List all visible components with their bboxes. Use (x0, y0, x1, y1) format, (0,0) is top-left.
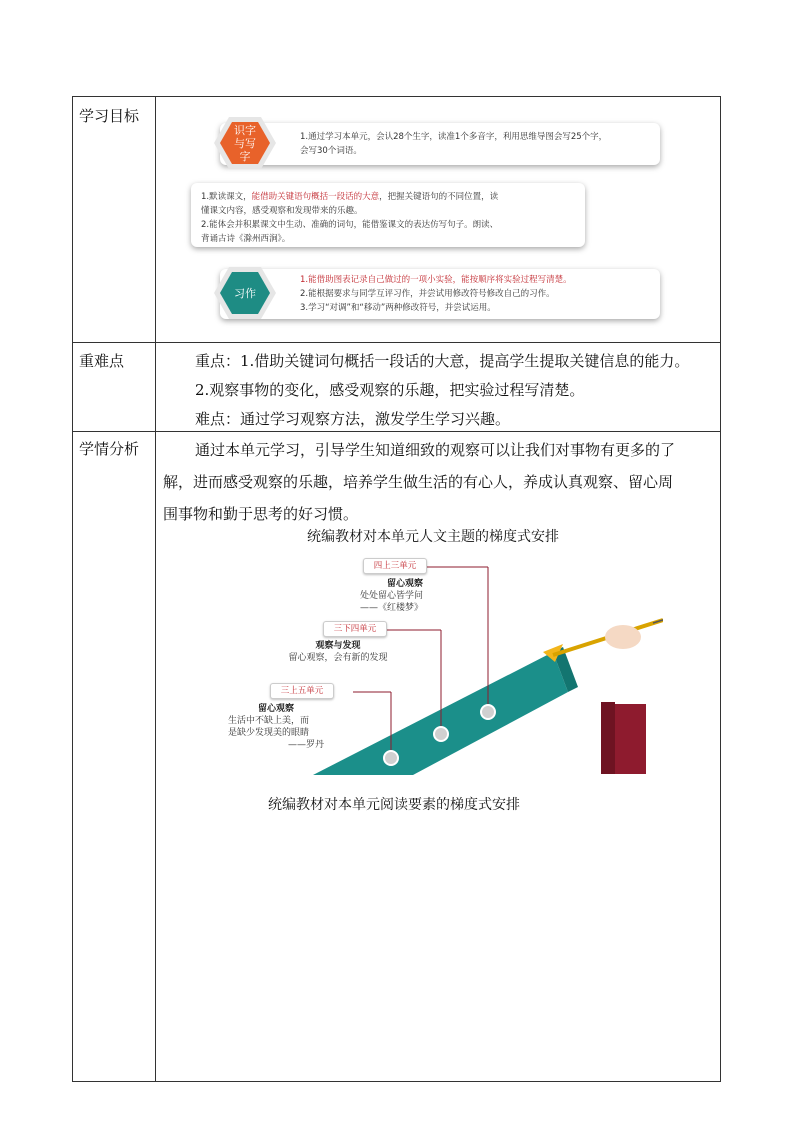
stair-tag-3: 三上五单元 (270, 683, 334, 699)
stair-1-title: 留心观察 (386, 579, 423, 589)
key-point-line3: 难点：通过学习观察方法，激发学生学习兴趣。 (195, 410, 511, 428)
stair-1-text1: 处处留心皆学问 (359, 591, 423, 601)
reading-line1-pre: 1.默读课文， (201, 192, 252, 202)
reading-line3: 2.能体会并积累课文中生动、准确的词句，能借鉴课文的表达仿写句子。朗读、 (201, 220, 499, 230)
stair-3-text3: ——罗丹 (288, 740, 325, 750)
writing-badge (213, 265, 277, 321)
stair-label-3 (228, 703, 338, 751)
row-divider (73, 342, 720, 343)
lesson-table (72, 96, 721, 1082)
stair-label-2 (263, 640, 413, 664)
key-point-line2: 2.观察事物的变化，感受观察的乐趣，把实验过程写清楚。 (195, 381, 585, 399)
row-label-analysis: 学情分析 (79, 440, 140, 458)
literacy-badge (213, 115, 277, 171)
analysis-para-line2: 解，进而感受观察的乐趣，培养学生做生活的有心人，养成认真观察、留心周 (163, 473, 674, 491)
stair-1-text2: ——《红楼梦》 (359, 603, 423, 613)
writing-badge-label: 习作 (234, 286, 256, 300)
stair-label-1 (323, 578, 423, 614)
analysis-para-line3: 围事物和勤于思考的好习惯。 (163, 505, 359, 523)
writing-line2: 2.能根据要求与同学互评习作，并尝试用修改符号修改自己的习作。 (300, 289, 555, 299)
reading-line1-red: 能借助关键语句概括一段话的大意 (251, 192, 380, 202)
writing-line1: 1.能借助图表记录自己做过的一项小实验，能按顺序将实验过程写清楚。 (300, 275, 572, 285)
stair-tag-1: 四上三单元 (363, 558, 427, 574)
caption-reading: 统编教材对本单元阅读要素的梯度式安排 (268, 797, 520, 813)
key-point-line1: 重点：1.借助关键词句概括一段话的大意，提高学生提取关键信息的能力。 (195, 352, 690, 370)
stair-tag-2: 三下四单元 (323, 621, 387, 637)
row-label-goals: 学习目标 (79, 107, 140, 125)
stair-3-title: 留心观察 (258, 704, 295, 714)
writing-line3: 3.学习“对调”和“移动”两种修改符号，并尝试运用。 (300, 303, 496, 313)
goal-card-literacy (220, 123, 660, 165)
caption-theme: 统编教材对本单元人文主题的梯度式安排 (307, 529, 559, 545)
analysis-para-line1: 通过本单元学习，引导学生知道细致的观察可以让我们对事物有更多的了 (195, 441, 676, 459)
goal-card-reading (191, 183, 585, 247)
goal-card-writing (220, 269, 660, 319)
stair-2-title: 观察与发现 (315, 641, 361, 651)
key-points-text (195, 347, 689, 434)
reading-line1-post: ，把握关键语句的不同位置，读 (379, 192, 499, 202)
literacy-badge-label: 识字与写字 (234, 123, 256, 163)
column-divider (155, 97, 156, 1081)
stair-2-text1: 留心观察，会有新的发现 (288, 653, 388, 663)
goal-card-literacy-line2: 会写30个词语。 (300, 146, 362, 156)
goal-card-literacy-line1: 1.通过学习本单元，会认28个生字，读准1个多音字，利用思维导图会写25个字， (300, 132, 608, 142)
row-label-key-points: 重难点 (79, 352, 125, 370)
stair-3-text2: 是缺少发现美的眼睛 (228, 728, 310, 738)
reading-line4: 背诵古诗《滁州西涧》。 (201, 234, 291, 244)
reading-line2: 懂课文内容，感受观察和发现带来的乐趣。 (201, 206, 363, 216)
stair-3-text1: 生活中不缺上美，而 (228, 716, 310, 726)
